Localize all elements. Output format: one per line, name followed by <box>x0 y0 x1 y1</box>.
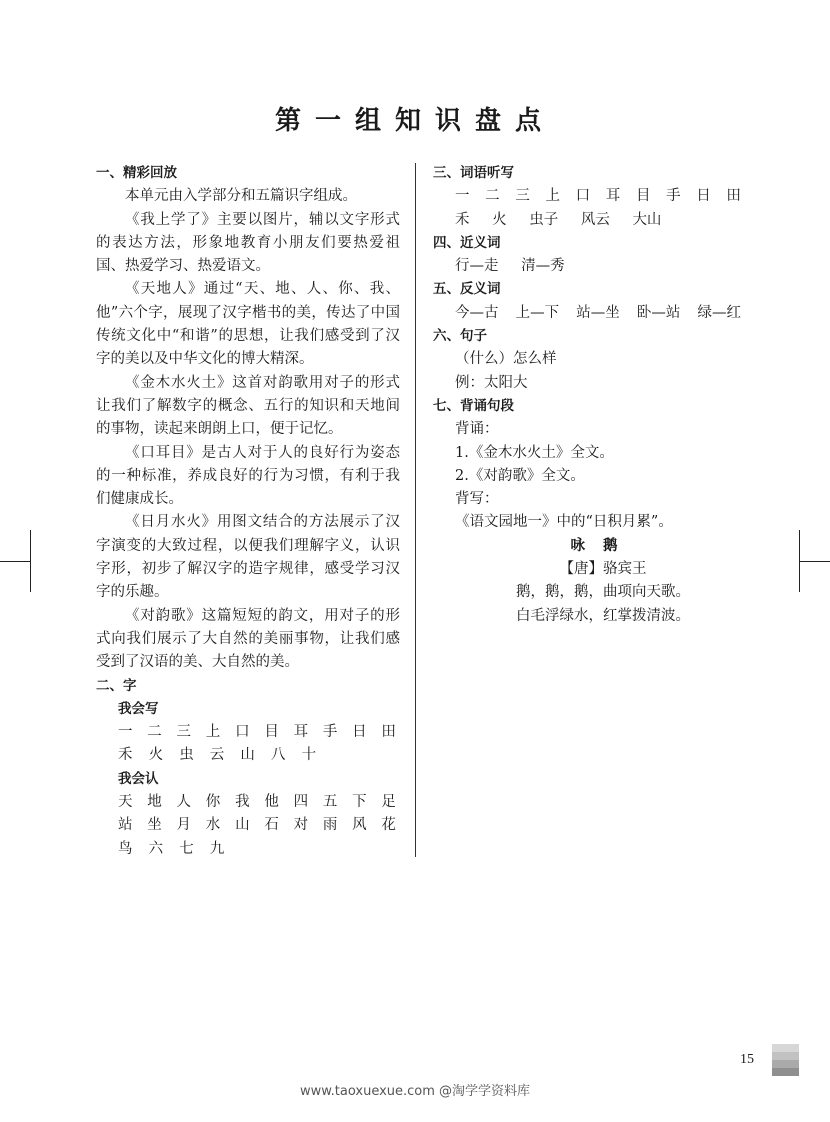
read-row-3 <box>96 838 400 861</box>
char: 禾 <box>118 747 133 764</box>
char: 口 <box>575 188 591 205</box>
paragraph: 《口耳目》是古人对于人的良好行为姿态的一种标准，养成良好的行为习惯，有利于我们健康成长。 <box>96 444 400 508</box>
char: 山 <box>235 817 250 834</box>
word: 行—走 <box>455 258 499 275</box>
char: 风 <box>352 817 367 834</box>
dictation-row-2 <box>433 209 743 232</box>
char: 九 <box>209 840 225 857</box>
char: 云 <box>209 747 225 764</box>
antonym-row <box>433 302 743 325</box>
crop-mark <box>30 530 31 592</box>
char: 口 <box>235 724 250 741</box>
char: 足 <box>381 794 396 811</box>
char: 月 <box>176 817 192 834</box>
crop-mark <box>0 561 30 562</box>
recite-item: 2.《对韵歌》全文。 <box>455 467 585 484</box>
word: 虫子 <box>529 211 559 228</box>
word: 火 <box>492 211 507 228</box>
char: 三 <box>176 724 192 741</box>
char: 八 <box>270 747 286 764</box>
section-7-heading: 七、背诵句段 <box>433 397 514 414</box>
write-row-2 <box>96 744 400 767</box>
footer-watermark: www.taoxuexue.com @淘学学资料库 <box>299 1084 531 1099</box>
page-edge-tab <box>772 1052 799 1060</box>
page-edge-tab <box>772 1044 799 1052</box>
section-2-heading: 二、字 <box>96 677 137 694</box>
sentence-pattern: （什么）怎么样 <box>455 351 557 368</box>
char: 雨 <box>322 817 338 834</box>
char: 耳 <box>605 188 621 205</box>
char: 六 <box>148 840 164 857</box>
char: 你 <box>205 794 221 811</box>
char: 耳 <box>293 724 309 741</box>
char: 日 <box>352 724 367 741</box>
char: 下 <box>352 794 367 811</box>
crop-mark <box>799 530 800 592</box>
char: 鸟 <box>118 840 133 857</box>
word: 今—古 <box>455 304 499 321</box>
dictate-text: 《语文园地一》中的“日积月累”。 <box>455 514 673 531</box>
page-edge-tab <box>772 1060 799 1068</box>
word: 站—坐 <box>576 304 620 321</box>
paragraph: 《我上学了》主要以图片，辅以文字形式的表达方法，形象地教育小朋友们要热爱祖国、热爱学习、热爱语文。 <box>96 211 400 275</box>
read-heading: 我会认 <box>118 770 159 787</box>
char: 二 <box>485 188 500 205</box>
recite-label: 背诵： <box>455 421 499 438</box>
char: 田 <box>726 188 741 205</box>
char: 五 <box>322 794 338 811</box>
char: 上 <box>205 724 221 741</box>
read-row-2 <box>96 814 400 837</box>
char: 虫 <box>179 747 194 764</box>
char: 他 <box>264 794 279 811</box>
crop-mark <box>800 561 830 562</box>
char: 火 <box>148 747 164 764</box>
char: 人 <box>176 794 192 811</box>
char: 目 <box>264 724 279 741</box>
write-row-1 <box>96 721 400 744</box>
char: 二 <box>147 724 162 741</box>
recite-item: 1.《金木水火土》全文。 <box>455 444 614 461</box>
paragraph: 《对韵歌》这篇短短的韵文，用对子的形式向我们展示了大自然的美丽事物，让我们感受到了汉语的美、大自然的美。 <box>96 607 400 671</box>
char: 三 <box>515 188 530 205</box>
poem-title: 咏鹅 <box>570 537 636 554</box>
word: 绿—红 <box>697 304 741 321</box>
char: 我 <box>235 794 250 811</box>
page-number: 15 <box>740 1052 754 1067</box>
char: 一 <box>455 188 470 205</box>
char: 水 <box>205 817 221 834</box>
char: 地 <box>147 794 162 811</box>
char: 山 <box>240 747 255 764</box>
write-heading: 我会写 <box>118 700 159 717</box>
char: 一 <box>118 724 133 741</box>
poem-line: 鹅，鹅，鹅，曲项向天歌。 <box>516 584 690 601</box>
synonym-row <box>433 255 743 278</box>
char: 对 <box>293 817 309 834</box>
word: 大山 <box>632 211 662 228</box>
paragraph: 《日月水火》用图文结合的方法展示了汉字演变的大致过程，以便我们理解字义，认识字形，初步了解汉字的造字规律，感受学习汉字的乐趣。 <box>96 514 400 601</box>
page-title: 第一组知识盘点 <box>274 106 555 136</box>
section-6-heading: 六、句子 <box>433 328 487 345</box>
section-4-heading: 四、近义词 <box>433 234 501 251</box>
char: 四 <box>293 794 309 811</box>
char: 坐 <box>147 817 162 834</box>
poem-line: 白毛浮绿水，红掌拨清波。 <box>516 607 690 624</box>
page-edge-tab <box>772 1068 799 1076</box>
sentence-example: 例：太阳大 <box>455 374 528 391</box>
read-row-1 <box>96 791 400 814</box>
char: 手 <box>322 724 338 741</box>
word: 上—下 <box>515 304 560 321</box>
char: 十 <box>301 747 317 764</box>
poem-author: 【唐】骆宾王 <box>559 561 647 578</box>
char: 田 <box>381 724 396 741</box>
section-3-heading: 三、词语听写 <box>433 165 514 181</box>
word: 清—秀 <box>521 258 565 275</box>
column-divider <box>415 163 416 857</box>
paragraph: 《天地人》通过“天、地、人、你、我、他”六个字，展现了汉字楷书的美，传达了中国传统文化中“和谐”的思想，让我们感受到了汉字的美以及中华文化的博大精深。 <box>96 281 400 368</box>
char: 天 <box>118 794 133 811</box>
char: 上 <box>545 188 560 205</box>
char: 七 <box>179 840 194 857</box>
char: 石 <box>264 817 279 834</box>
dictate-label: 背写： <box>455 491 499 508</box>
char: 手 <box>666 188 681 205</box>
word: 风云 <box>580 211 610 228</box>
section-5-heading: 五、反义词 <box>433 281 501 298</box>
left-column <box>96 162 400 861</box>
char: 花 <box>381 817 396 834</box>
paragraph: 《金木水火土》这首对韵歌用对子的形式让我们了解数字的概念、五行的知识和天地间的事物，读起来朗朗上口，便于记忆。 <box>96 374 400 438</box>
right-column <box>433 162 743 628</box>
dictation-row-1 <box>433 185 743 208</box>
paragraph: 本单元由入学部分和五篇识字组成。 <box>125 188 357 205</box>
word: 卧—站 <box>636 304 681 321</box>
char: 目 <box>635 188 651 205</box>
section-1-heading: 一、精彩回放 <box>96 165 177 181</box>
char: 站 <box>118 817 133 834</box>
word: 禾 <box>455 211 470 228</box>
char: 日 <box>696 188 711 205</box>
